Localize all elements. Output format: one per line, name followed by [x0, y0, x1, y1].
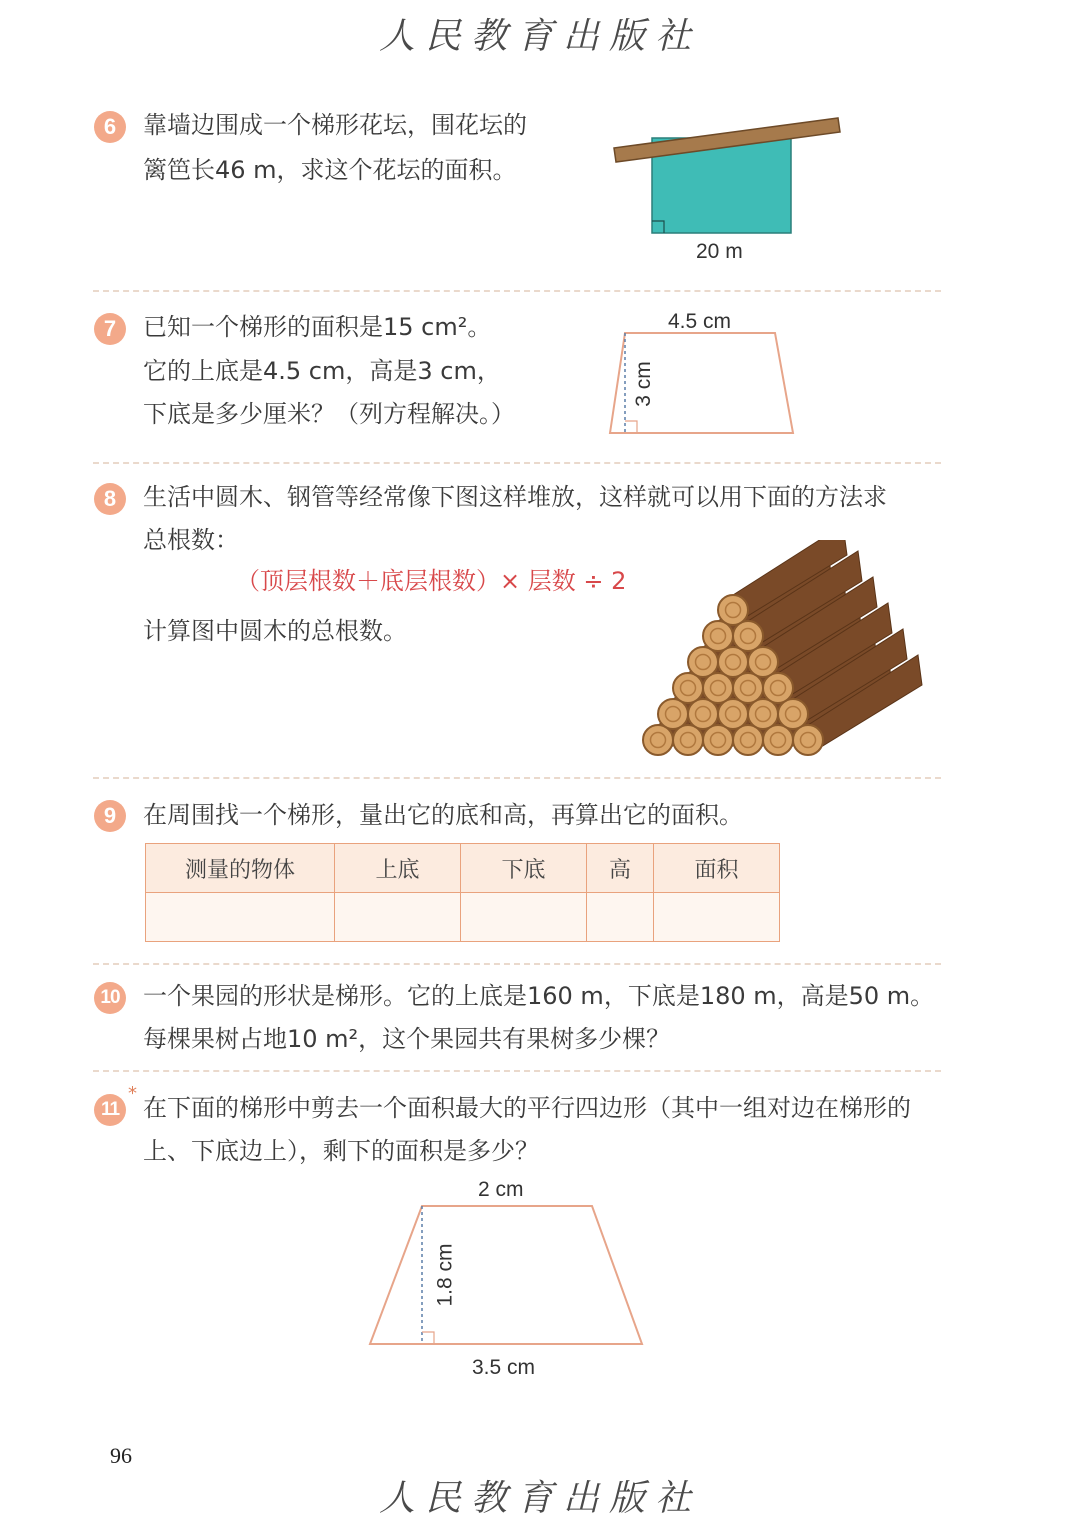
- problem-number-6: 6: [94, 111, 126, 143]
- table-cell: [146, 893, 335, 942]
- problem-number-9: 9: [94, 800, 126, 832]
- table-header: 面积: [654, 844, 780, 893]
- log-end: [658, 699, 688, 729]
- log-end: [718, 595, 748, 625]
- separator: [93, 462, 941, 464]
- separator: [93, 290, 941, 292]
- problem-11-line-1: 在下面的梯形中剪去一个面积最大的平行四边形（其中一组对边在梯形的: [143, 1094, 911, 1122]
- log-pile-illustration: [630, 540, 935, 770]
- problem-number-10: 10: [94, 982, 126, 1014]
- problem-10-line-2: 每棵果树占地10 m²，这个果园共有果树多少棵？: [143, 1025, 671, 1053]
- formula: （顶层根数＋底层根数）× 层数 ÷ 2: [236, 567, 627, 595]
- log-end: [718, 699, 748, 729]
- table-cell: [335, 893, 461, 942]
- log-end: [703, 725, 733, 755]
- table-header: 测量的物体: [146, 844, 335, 893]
- log-end: [703, 621, 733, 651]
- page-number: 96: [110, 1443, 132, 1468]
- log-end: [748, 699, 778, 729]
- trapezoid-7-height-label: 3 cm: [631, 361, 655, 407]
- flower-bed-base-label: 20 m: [696, 240, 743, 263]
- problem-8-question: 计算图中圆木的总根数。: [143, 617, 407, 645]
- trapezoid-11-figure: [360, 1200, 660, 1350]
- problem-6-line-2: 篱笆长46 m，求这个花坛的面积。: [143, 156, 517, 184]
- trapezoid-11-height-label: 1.8 cm: [433, 1243, 457, 1307]
- table-cell: [460, 893, 586, 942]
- problem-number-7: 7: [94, 313, 126, 345]
- problem-8-line-2: 总根数：: [143, 526, 239, 554]
- publisher-header: 人民教育出版社: [378, 16, 701, 57]
- table-row: [146, 893, 780, 942]
- log-end: [718, 647, 748, 677]
- log-end: [673, 725, 703, 755]
- problem-8-line-1: 生活中圆木、钢管等经常像下图这样堆放，这样就可以用下面的方法求: [143, 483, 887, 511]
- table-cell: [654, 893, 780, 942]
- right-angle-mark: [625, 421, 637, 433]
- problem-10-line-1: 一个果园的形状是梯形。它的上底是160 m，下底是180 m，高是50 m。: [143, 982, 935, 1010]
- right-angle-mark: [422, 1332, 434, 1344]
- problem-7-line-2: 它的上底是4.5 cm，高是3 cm，: [143, 357, 501, 385]
- problem-number-11: 11: [94, 1094, 126, 1126]
- problem-9-line-1: 在周围找一个梯形，量出它的底和高，再算出它的面积。: [143, 801, 743, 829]
- problem-7-line-1: 已知一个梯形的面积是15 cm²。: [143, 313, 492, 341]
- log-end: [793, 725, 823, 755]
- separator: [93, 777, 941, 779]
- flower-bed-figure: [600, 110, 860, 240]
- measurement-table: [145, 843, 780, 942]
- log-end: [688, 647, 718, 677]
- table-cell: [586, 893, 653, 942]
- log-end: [643, 725, 673, 755]
- optional-mark: *: [128, 1083, 137, 1104]
- log-end: [778, 699, 808, 729]
- log-end: [763, 673, 793, 703]
- trapezoid-11-outline: [370, 1206, 642, 1344]
- table-header-row: [146, 844, 780, 893]
- trapezoid-11-top-label: 2 cm: [478, 1178, 524, 1201]
- log-end: [733, 673, 763, 703]
- separator: [93, 963, 941, 965]
- log-end: [733, 621, 763, 651]
- log-end: [763, 725, 793, 755]
- problem-6-line-1: 靠墙边围成一个梯形花坛，围花坛的: [143, 111, 527, 139]
- separator: [93, 1070, 941, 1072]
- log-end: [733, 725, 763, 755]
- problem-number-8: 8: [94, 483, 126, 515]
- trapezoid-7-top-label: 4.5 cm: [668, 310, 732, 333]
- log-end: [748, 647, 778, 677]
- table-header: 下底: [460, 844, 586, 893]
- table-header: 高: [586, 844, 653, 893]
- table-header: 上底: [335, 844, 461, 893]
- log-end: [703, 673, 733, 703]
- log-end: [688, 699, 718, 729]
- problem-7-line-3: 下底是多少厘米？（列方程解决。）: [143, 400, 515, 428]
- trapezoid-11-bottom-label: 3.5 cm: [472, 1356, 536, 1379]
- problem-11-line-2: 上、下底边上），剩下的面积是多少？: [143, 1137, 539, 1165]
- log-end: [673, 673, 703, 703]
- publisher-footer: 人民教育出版社: [378, 1478, 701, 1519]
